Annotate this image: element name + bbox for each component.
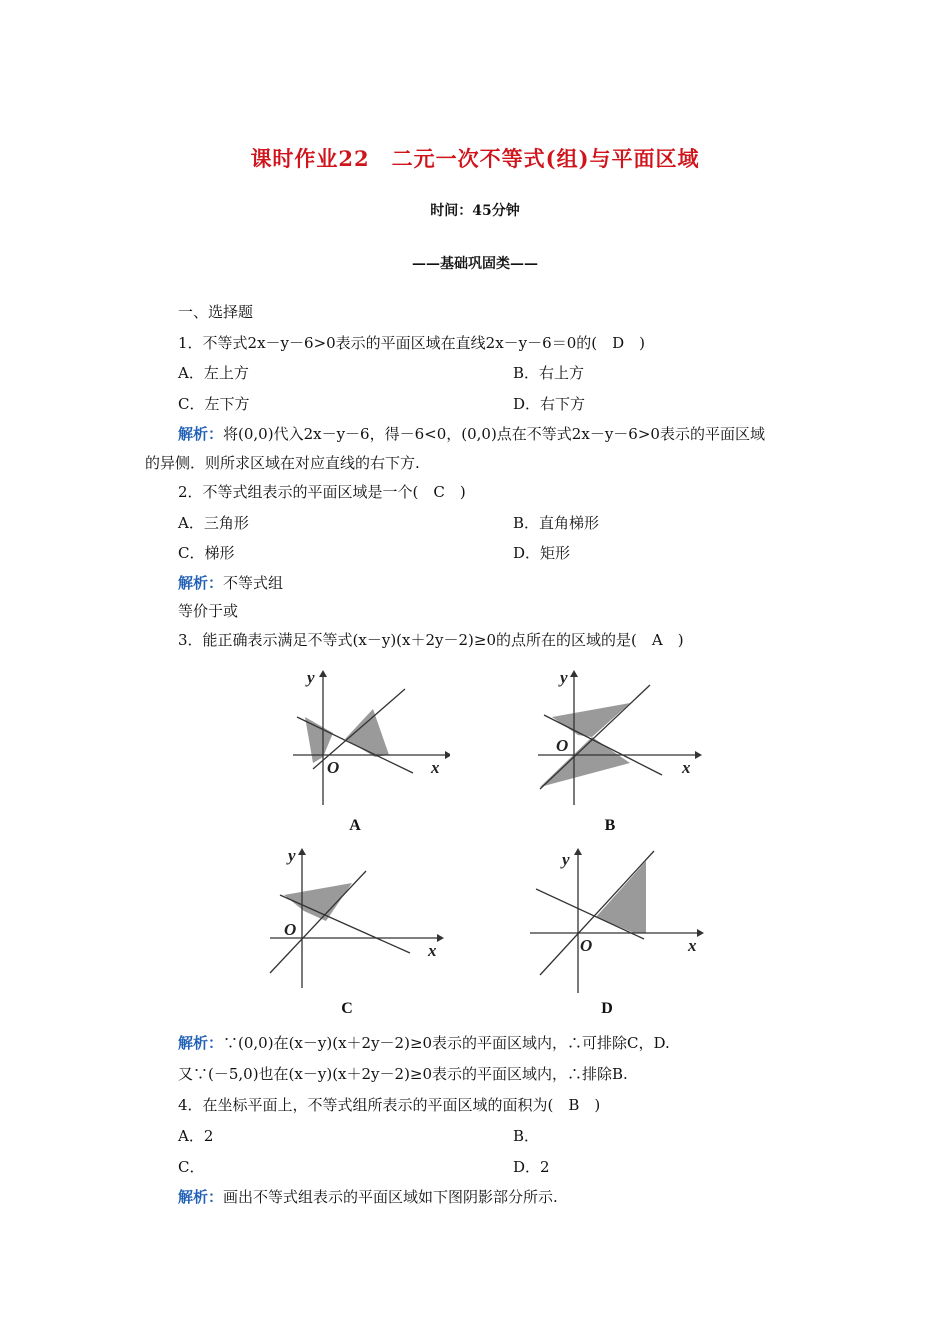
q4-analysis [178, 1187, 558, 1207]
q3-stem: 3．能正确表示满足不等式(x－y)(x＋2y－2)≥0的点所在的区域的是( A ) [178, 631, 684, 649]
shaded-region [552, 703, 630, 737]
figure-b-label: B [604, 817, 616, 834]
analysis-label: 解析： [178, 1034, 224, 1052]
q1-option-c: C．左下方 [178, 395, 250, 413]
q1-analysis-cont: 的异侧．则所求区域在对应直线的右下方. [145, 454, 420, 472]
figure-a-graph [285, 665, 450, 810]
figure-a-label: A [349, 817, 361, 834]
section-heading: ——基础巩固类—— [412, 256, 538, 272]
q4-option-b: B． [513, 1127, 540, 1145]
q1-stem: 1．不等式2x－y－6>0表示的平面区域在直线2x－y－6＝0的( D ) [178, 334, 645, 352]
shaded-region [540, 737, 630, 787]
y-axis-label: y [562, 850, 570, 869]
shaded-region [596, 861, 646, 933]
q2-stem: 2．不等式组表示的平面区域是一个( C ) [178, 483, 466, 501]
q1-option-b: B．右上方 [513, 364, 585, 382]
q3-analysis [178, 1033, 670, 1053]
figure-a [285, 665, 450, 845]
q2-analysis [178, 573, 283, 593]
y-axis-arrow [574, 848, 582, 855]
shaded-region [345, 709, 389, 757]
figure-d-label: D [601, 1000, 613, 1017]
y-axis-label: y [560, 668, 568, 687]
q3-analysis-text: ∵(0,0)在(x－y)(x＋2y－2)≥0表示的平面区域内，∴可排除C，D. [223, 1034, 670, 1052]
y-axis-arrow [570, 670, 578, 677]
analysis-label: 解析： [178, 574, 224, 592]
y-axis-arrow [319, 670, 327, 677]
x-axis-arrow [445, 751, 450, 759]
analysis-label: 解析： [178, 425, 224, 443]
q1-option-d: D．右下方 [513, 395, 586, 413]
q4-option-c: C． [178, 1158, 205, 1176]
line-y-eq-x [313, 689, 405, 769]
x-axis-label: x [428, 941, 437, 960]
origin-label: O [580, 936, 593, 955]
q4-option-d: D．2 [513, 1158, 550, 1176]
x-axis-label: x [682, 758, 691, 777]
q2-option-b: B．直角梯形 [513, 514, 600, 532]
q2-option-a: A．三角形 [178, 514, 249, 532]
y-axis-label: y [288, 846, 296, 865]
line-x-plus-2y-eq-2 [280, 895, 410, 953]
q1-analysis [178, 424, 765, 444]
q1-analysis-text: 将(0,0)代入2x－y－6，得－6<0，(0,0)点在不等式2x－y－6>0表示的平面区域 [223, 425, 765, 443]
origin-label: O [556, 736, 569, 755]
figure-d-graph [522, 843, 712, 993]
figure-c [262, 843, 452, 1023]
figure-c-graph [262, 843, 452, 993]
x-axis-arrow [437, 934, 444, 942]
time-limit: 时间：45分钟 [430, 203, 520, 219]
figure-d [522, 843, 712, 1023]
y-axis-arrow [298, 848, 306, 855]
q2-analysis-cont: 等价于或 [178, 602, 239, 620]
x-axis-label: x [431, 758, 440, 777]
page-title: 课时作业22 二元一次不等式(组)与平面区域 [250, 146, 700, 171]
origin-label: O [327, 758, 340, 777]
x-axis-arrow [697, 929, 704, 937]
q4-option-a: A．2 [178, 1127, 214, 1145]
q2-analysis-text: 不等式组 [223, 574, 284, 592]
figure-c-label: C [341, 1000, 353, 1017]
q4-stem: 4．在坐标平面上，不等式组所表示的平面区域的面积为( B ) [178, 1096, 601, 1114]
q2-option-d: D．矩形 [513, 544, 571, 562]
y-axis-label: y [307, 668, 315, 687]
q3-analysis-cont: 又∵(－5,0)也在(x－y)(x＋2y－2)≥0表示的平面区域内，∴排除B. [178, 1065, 628, 1083]
figure-b-graph [530, 665, 705, 810]
x-axis-label: x [688, 936, 697, 955]
q2-option-c: C．梯形 [178, 544, 235, 562]
q4-analysis-text: 画出不等式组表示的平面区域如下图阴影部分所示. [223, 1188, 558, 1206]
part-heading: 一、选择题 [178, 303, 254, 321]
analysis-label: 解析： [178, 1188, 224, 1206]
origin-label: O [284, 920, 297, 939]
x-axis-arrow [695, 751, 702, 759]
q1-option-a: A．左上方 [178, 364, 249, 382]
figure-b [530, 665, 705, 845]
